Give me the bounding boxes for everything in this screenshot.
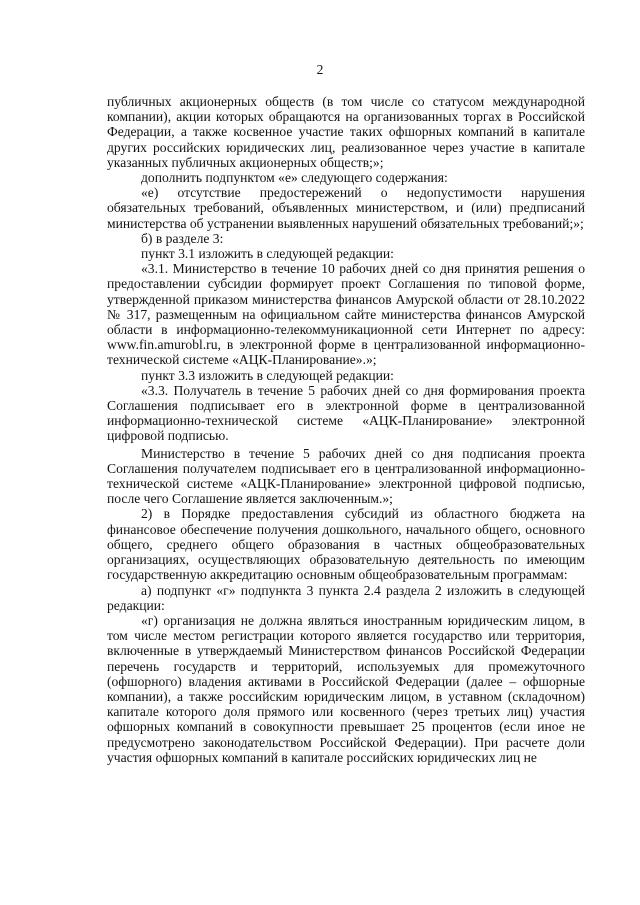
paragraph-subitem-e-text: «е) отсутствие предостережений о недопустимости нарушения обязательных требований, объявленных министерством, и (или) предписаний министерства об устранении выявленных нарушений обязательных требований;»; [107, 185, 585, 231]
paragraph-continuation: публичных акционерных обществ (в том числе со статусом международной компании), акции которых обращаются на организованных торгах в Российской Федерации, а также косвенное участие таких офшорных компаний в капитале других российских юридических лиц, реализованное через участие в капитале указанных публичных акционерных обществ;»; [107, 94, 585, 170]
page-number: 2 [316, 62, 324, 77]
paragraph-add-subitem-e: дополнить подпунктом «е» следующего содержания: [141, 170, 448, 186]
paragraph-subitem-g-heading: а) подпункт «г» подпункта 3 пункта 2.4 раздела 2 изложить в следующей редакции: [107, 582, 585, 613]
paragraph-procedure-2: 2) в Порядке предоставления субсидий из областного бюджета на финансовое обеспечение получения дошкольного, начального общего, основного общего, среднего общего образования в частных общеобразовательных организациях, осуществляющих образовательную деятельность по имеющим государственную аккредитацию основным общеобразовательным программам: [107, 506, 585, 583]
paragraph-item-3-3-heading: пункт 3.3 изложить в следующей редакции: [141, 367, 394, 383]
paragraph-section-3: б) в разделе 3: [141, 230, 224, 246]
paragraph-subitem-g-text: «г) организация не должна являться иностранным юридическим лицом, в том числе местом регистрации которого является государство или территория, включенные в утверждаемый Министерством финансов Российской Федерации перечень государств и территорий, используемых для промежуточного (офшорного) владения активами в Российской Федерации (далее – офшорные компании), а также российским юридическим лицом, в уставном (складочном) капитале которого доля прямого или косвенного (через третьих лиц) участия офшорных компаний в совокупности превышает 25 процентов (если иное не предусмотрено законодательством Российской Федерации). При расчете доли участия офшорных компаний в капитале российских юридических лиц не [107, 612, 585, 765]
paragraph-ministry-signing: Министерство в течение 5 рабочих дней со дня подписания проекта Соглашения получателем подписывает его в централизованной информационно-технической системе «АЦК-Планирование» электронной цифровой подписью, после чего Соглашение является заключенным.»; [107, 445, 585, 507]
paragraph-item-3-1-text: «3.1. Министерство в течение 10 рабочих дней со дня принятия решения о предоставлении субсидии формирует проект Соглашения по типовой форме, утвержденной приказом министерства финансов Амурской области от 28.10.2022 № 317, размещенным на официальном сайте министерства финансов Амурской области в информационно-телекоммуникационной сети Интернет по адресу: www.fin.amurobl.ru, в электронной форме в централизованной информационно-технической системе «АЦК-Планирование».»; [107, 261, 585, 368]
document-body [107, 94, 585, 765]
paragraph-item-3-1-heading: пункт 3.1 изложить в следующей редакции: [141, 246, 394, 262]
paragraph-item-3-3-text: «3.3. Получатель в течение 5 рабочих дней со дня формирования проекта Соглашения подписывает его в электронной форме в централизованной информационно-технической системе «АЦК-Планирование» электронной цифровой подписью. [107, 382, 585, 444]
